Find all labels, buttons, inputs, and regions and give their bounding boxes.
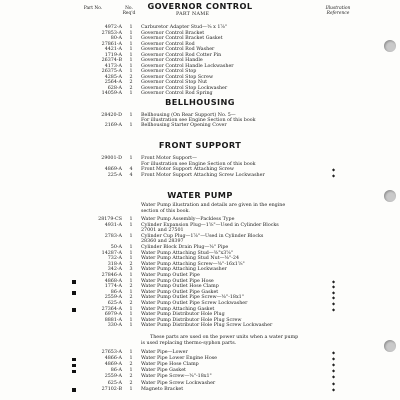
part-number: 318-A [107, 261, 122, 267]
illustration-reference-mark: ◆ [332, 301, 336, 306]
part-name: Water Pipe Lower Engine Hose [141, 356, 218, 362]
part-name: Front Motor Support— [141, 156, 197, 161]
quantity-required: 4 [129, 172, 133, 178]
part-name: Cylinder Block Drain Plug—⅜" Pipe [141, 245, 229, 250]
quantity-required: 1 [129, 356, 133, 362]
part-number: 14287-A [101, 250, 122, 256]
part-name: Water Pump Outlet Pipe Screw—⅜"-18x1" [141, 295, 244, 301]
quantity-required: 1 [129, 233, 133, 239]
quantity-required: 1 [129, 278, 133, 284]
part-number: 50-A [110, 245, 122, 250]
part-row [0, 381, 400, 387]
part-number: 1774-A [104, 284, 122, 290]
quantity-required: 2 [129, 284, 133, 290]
part-number: 27364-A [101, 306, 122, 312]
illustration-reference-mark: ◆ [332, 172, 336, 178]
bullet-mark-icon [72, 308, 76, 312]
quantity-required: 1 [129, 36, 133, 41]
part-number: 8881-A [104, 317, 122, 323]
part-name: Water Pump Attaching Lockwasher [141, 267, 227, 273]
part-number: 86-A [110, 368, 122, 374]
part-name: Water Pump Attaching Screw—⅜"-16x1⅝" [141, 261, 245, 267]
quantity-required: 1 [129, 25, 133, 30]
part-name: Water Pump Assembly—Packless Type [141, 217, 235, 222]
quantity-required: 1 [129, 69, 133, 74]
part-name: Water Pipe Gasket [141, 368, 186, 374]
bullet-mark-icon [72, 364, 76, 368]
part-number: 4972-A [104, 25, 122, 30]
part-name: Water Pump Distributor Hole Plug Screw [141, 317, 242, 323]
quantity-required: 1 [129, 58, 133, 63]
part-name: Water Pump Outlet Pipe Hose [141, 278, 214, 284]
quantity-required: 1 [129, 250, 133, 256]
part-number: 225-A [107, 172, 122, 178]
part-number: 342-A [107, 267, 122, 273]
bullet-mark-icon [72, 388, 76, 392]
part-name: Bellhousing Starter Opening Cover [141, 123, 227, 129]
part-row [0, 173, 400, 179]
quantity-required: 1 [129, 222, 133, 228]
illustration-reference-mark: ◆ [332, 306, 336, 312]
part-name: Water Pipe Screw—⅜"-18x1" [141, 374, 212, 380]
quantity-required: 3 [129, 267, 133, 273]
quantity-required: 1 [129, 273, 133, 278]
quantity-required: 1 [129, 217, 133, 222]
water-pump-intro-line-2: section of this book. [141, 208, 190, 214]
part-number: 330-A [107, 323, 122, 329]
quantity-required: 1 [129, 91, 133, 96]
part-name: Water Pump Outlet Pipe Gasket [141, 289, 219, 295]
quantity-required: 1 [129, 256, 133, 262]
part-name: Water Pump Attaching Stud Nut—⅜"-24 [141, 256, 239, 262]
header-part-no: Part No. [83, 6, 103, 11]
part-number: 4285-A [104, 74, 122, 80]
part-number: 27102-B [101, 386, 122, 392]
illustration-reference-mark: ◆ [332, 289, 336, 295]
part-number: 27846-A [101, 273, 122, 278]
part-name: Governor Control Rod Cotter Pin [141, 52, 222, 58]
quantity-required: 1 [129, 289, 133, 295]
section-title-governor-control: GOVERNOR CONTROL [147, 1, 253, 11]
illustration-reference-mark: ◆ [332, 374, 336, 380]
quantity-required: 1 [129, 113, 133, 118]
quantity-required: 4 [129, 167, 133, 173]
part-name: 27001 and 27501 [141, 228, 184, 234]
quantity-required: 1 [129, 47, 133, 52]
bullet-mark-icon [72, 291, 76, 295]
bullet-mark-icon [72, 358, 76, 362]
quantity-required: 1 [129, 323, 133, 329]
part-name: Water Pump Distributor Hole Plug Screw Lockwasher [141, 323, 273, 329]
part-name: Water Pump Distributor Hole Plug [141, 312, 225, 318]
illustration-reference-mark: ◆ [332, 278, 336, 284]
part-number: 2559-A [104, 295, 122, 301]
part-row [0, 387, 400, 393]
part-name: Governor Control Rod [141, 41, 195, 47]
quantity-required: 1 [129, 368, 133, 374]
part-number: 1719-A [104, 52, 122, 58]
water-pump-intro-line-1: Water Pump illustration and details are given in the engine [141, 203, 286, 208]
part-number: 2559-A [104, 374, 122, 380]
part-number: 80-A [110, 36, 122, 41]
part-name: Water Pump Attaching Stud—⅜"x3⅝" [141, 250, 234, 256]
water-pump-note-line-2: is used replacing thermo-syphon parts. [141, 340, 237, 346]
part-name: Governor Control Rod Spring [141, 91, 213, 96]
part-number: 4173-A [104, 63, 122, 69]
part-number: 28179-CS [98, 217, 122, 222]
part-number: 28420-D [101, 113, 122, 118]
part-name: Water Pump Outlet Hose Clamp [141, 284, 219, 290]
part-number: 29001-D [101, 156, 122, 161]
part-number: 26375-A [101, 69, 122, 74]
part-name: Water Pump Outlet Pipe [141, 273, 200, 278]
section-title-bellhousing: BELLHOUSING [165, 97, 235, 107]
illustration-reference-mark: ◆ [332, 368, 336, 374]
part-number: 4868-A [104, 278, 122, 284]
water-pump-note-line-1: These parts are used on the power units when a water pump [150, 335, 299, 340]
part-number: 4869-A [104, 362, 122, 368]
quantity-required: 2 [129, 380, 133, 386]
illustration-reference-mark: ◆ [332, 350, 336, 355]
part-name: Governor Control Handle Lockwasher [141, 63, 234, 69]
part-number: 27653-A [101, 350, 122, 355]
part-number: 625-A [107, 380, 122, 386]
illustration-reference-mark: ◆ [332, 386, 336, 392]
part-name: Magneto Bracket [141, 386, 184, 392]
part-name: Governor Control Stop Lockwasher [141, 85, 228, 91]
bullet-mark-icon [72, 370, 76, 374]
part-name: Governor Control Bracket [141, 30, 205, 36]
quantity-required: 1 [129, 63, 133, 69]
part-name: Water Pump Outlet Pipe Screw Lockwasher [141, 301, 248, 306]
part-row [0, 123, 400, 129]
quantity-required: 2 [129, 85, 133, 91]
header-no-req: No. Req'd [122, 6, 136, 16]
part-number: 625-A [107, 301, 122, 306]
part-row [0, 362, 400, 368]
part-number: 4866-A [104, 356, 122, 362]
part-name: Water Pipe—Lower [141, 350, 188, 355]
quantity-required: 1 [129, 123, 133, 129]
header-part-name: PART NAME [176, 12, 210, 17]
quantity-required: 2 [129, 80, 133, 85]
part-number: 4869-A [104, 167, 122, 173]
part-number: 4931-A [104, 222, 122, 228]
quantity-required: 1 [129, 312, 133, 318]
quantity-required: 2 [129, 74, 133, 80]
part-name: Governor Control Handle [141, 58, 203, 63]
part-number: 2783-A [104, 233, 122, 239]
part-number: 27861-A [101, 41, 122, 47]
part-number: 2564-A [104, 80, 122, 85]
part-row [0, 323, 400, 329]
part-name: Governor Control Stop Screw [141, 74, 214, 80]
part-name: Front Motor Support Attaching Screw Lockwasher [141, 172, 265, 178]
illustration-reference-mark: ◆ [332, 362, 336, 368]
part-name: Water Pipe Screw Lockwasher [141, 380, 216, 386]
illustration-reference-mark: ◆ [332, 167, 336, 173]
quantity-required: 2 [129, 362, 133, 368]
part-number: 732-A [107, 256, 122, 262]
part-number: 86-A [110, 289, 122, 295]
quantity-required: 1 [129, 306, 133, 312]
part-name: 28360 and 28397 [141, 239, 184, 245]
part-name: Governor Control Rod Washer [141, 47, 215, 52]
part-name: For illustration see Engine Section of this book [141, 118, 256, 124]
quantity-required: 1 [129, 245, 133, 250]
part-name: Governor Control Bracket Gasket [141, 36, 223, 41]
section-title-water-pump: WATER PUMP [167, 190, 233, 200]
quantity-required: 1 [129, 41, 133, 47]
part-number: 14059-A [101, 91, 122, 96]
part-number: 26374-B [101, 58, 122, 63]
quantity-required: 2 [129, 295, 133, 301]
quantity-required: 1 [129, 30, 133, 36]
part-name: Front Motor Support Attaching Screw [141, 167, 234, 173]
part-row [0, 374, 400, 380]
illustration-reference-mark: ◆ [332, 380, 336, 386]
part-row [0, 356, 400, 362]
part-number: 4421-A [104, 47, 122, 52]
header-illustration-reference: Illustration Reference [325, 6, 351, 16]
bullet-mark-icon [72, 280, 76, 284]
quantity-required: 1 [129, 156, 133, 161]
illustration-reference-mark: ◆ [332, 295, 336, 301]
quantity-required: 1 [129, 52, 133, 58]
part-name: Water Pump Attaching Gasket [141, 306, 215, 312]
part-name: Governor Control Stop Nut [141, 80, 208, 85]
illustration-reference-mark: ◆ [332, 284, 336, 290]
part-name: Cylinder Cup Plug—1⅞"—Used in Cylinder Blocks [141, 233, 264, 239]
quantity-required: 2 [129, 374, 133, 380]
part-name: Bellhousing (On Rear Support) No. 5— [141, 113, 236, 118]
quantity-required: 1 [129, 386, 133, 392]
part-name: Carburetor Adapter Stud—⅜ x 1⅞" [141, 25, 228, 30]
illustration-reference-mark: ◆ [332, 356, 336, 362]
part-name: Water Pipe Hose Clamp [141, 362, 199, 368]
part-number: 2169-A [104, 123, 122, 129]
part-name: Cylinder Expansion Plug—1⅝"—Used in Cylinder Blocks [141, 222, 279, 228]
part-number: 27853-A [101, 30, 122, 36]
quantity-required: 2 [129, 261, 133, 267]
quantity-required: 1 [129, 350, 133, 355]
quantity-required: 1 [129, 317, 133, 323]
part-number: 628-A [107, 85, 122, 91]
part-number: 6979-A [104, 312, 122, 318]
quantity-required: 2 [129, 301, 133, 306]
section-title-front-support: FRONT SUPPORT [158, 140, 242, 150]
part-name: For illustration see Engine Section of this book [141, 161, 256, 167]
part-name: Governor Control Stop [141, 69, 197, 74]
